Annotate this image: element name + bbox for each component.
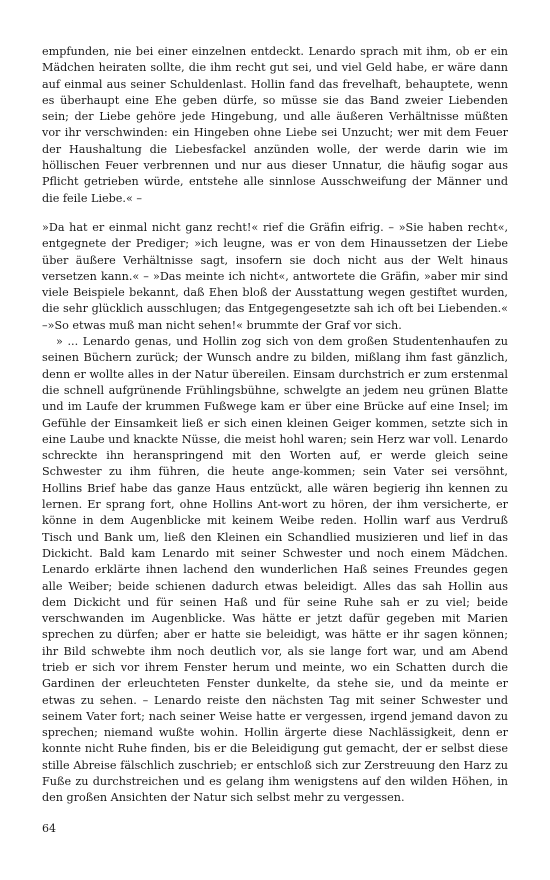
paragraph-2: »Da hat er einmal nicht ganz recht!« rief die Gräfin eifrig. – »Sie haben recht«, entgegnete der Prediger; »ich leugne, was er von dem Hinaussetzen der Liebe über äußere Verhältnisse sagt, insofern sie doch nicht aus der Welt hinaus versetzen kann.« – »Das meinte ich nicht«, antwortete die Gräfin, »aber mir sind viele Beispiele bekannt, daß Ehen bloß der Ausstattung wegen gestiftet wurden, die sehr glücklich ausschlugen; das Entgegengesetzte sah ich oft bei Liebenden.« –»So etwas muß man nicht sehen!« brummte der Graf vor sich. <box>42 220 508 332</box>
paragraph-gap <box>42 207 508 220</box>
page-body <box>42 44 508 807</box>
paragraph-3: » ... Lenardo genas, und Hollin zog sich von dem großen Studentenhaufen zu seinen Büchern zurück; der Wunsch andre zu bilden, mißlang ihm fast gänzlich, denn er wollte alles in der Natur übereilen. Einsam durchstrich er zum erstenmal die schnell aufgrünende Frühlingsbühne, schwelgte an jedem neu grünen Blatte und im Laufe der krummen Fußwege kam er über eine Brücke auf eine Insel; im Gefühle der Einsamkeit ließ er sich einen kleinen Geiger kommen, setzte sich in eine Laube und knackte Nüsse, die meist hohl waren; sein Herz war voll. Lenardo schreckte ihn heranspringend mit den Worten auf, er werde gleich seine Schwester zu ihm führen, die heute ange-kommen; sein Vater sei versöhnt, Hollins Brief habe das ganze Haus entzückt, alle wären begierig ihn kennen zu lernen. Er sprang fort, ohne Hollins Ant-wort zu hören, der ihm versicherte, er könne in dem Augenblicke mit keinem Weibe reden. Hollin warf aus Verdruß Tisch und Bank um, ließ den Kleinen ein Schandlied musizieren und lief in das Dickicht. Bald kam Lenardo mit seiner Schwester und noch einem Mädchen. Lenardo erklärte ihnen lachend den wunderlichen Haß seines Freundes gegen alle Weiber; beide schienen dadurch etwas beleidigt. Alles das sah Hollin aus dem Dickicht und für seinen Haß und für seine Ruhe sah er zu viel; beide verschwanden im Augenblicke. Was hätte er jetzt dafür gegeben mit Marien sprechen zu dürfen; aber er hatte sie beleidigt, was hätte er ihr sagen können; ihr Bild schwebte ihm noch deutlich vor, als sie lange fort war, und am Abend trieb er sich vor ihrem Fenster herum und meinte, wo ein Schatten durch die Gardinen der erleuchteten Fenster dunkelte, da stehe sie, und da meinte er etwas zu sehen. – Lenardo reiste den nächsten Tag mit seiner Schwester und seinem Vater fort; nach seiner Weise hatte er vergessen, irgend jemand davon zu sprechen; niemand wußte wohin. Hollin ärgerte diese Nachlässigkeit, denn er konnte nicht Ruhe finden, bis er die Beleidigung gut gemacht, der er selbst diese stille Abreise fälschlich zuschrieb; er entschloß sich zur Zerstreuung den Harz zu Fuße zu durchstreichen und es gelang ihm wenigstens auf den wilden Höhen, in den großen Ansichten der Natur sich selbst mehr zu vergessen. <box>42 335 508 805</box>
page-number: 64 <box>42 822 56 835</box>
paragraph-1: empfunden, nie bei einer einzelnen entdeckt. Lenardo sprach mit ihm, ob er ein Mädchen heiraten sollte, die ihm recht gut sei, und viel Geld habe, er wäre dann auf einmal aus seiner Schuldenlast. Hollin fand das frevelhaft, behauptete, wenn es überhaupt eine Ehe geben dürfe, so müsse sie das Band zweier Liebenden sein; der Liebe gehöre jede Hingebung, und alle äußeren Verhältnisse müßten vor ihr verschwinden: ein Hingeben ohne Liebe sei Unzucht; wer mit dem Feuer der Haushaltung die Liebesfackel anzünden wolle, der werde darin wie im höllischen Feuer verbrennen und nur aus dieser Unnatur, die häufig sogar aus Pflicht getrieben würde, entstehe alle sinnlose Ausschweifung der Männer und die feile Liebe.« – <box>42 45 508 205</box>
